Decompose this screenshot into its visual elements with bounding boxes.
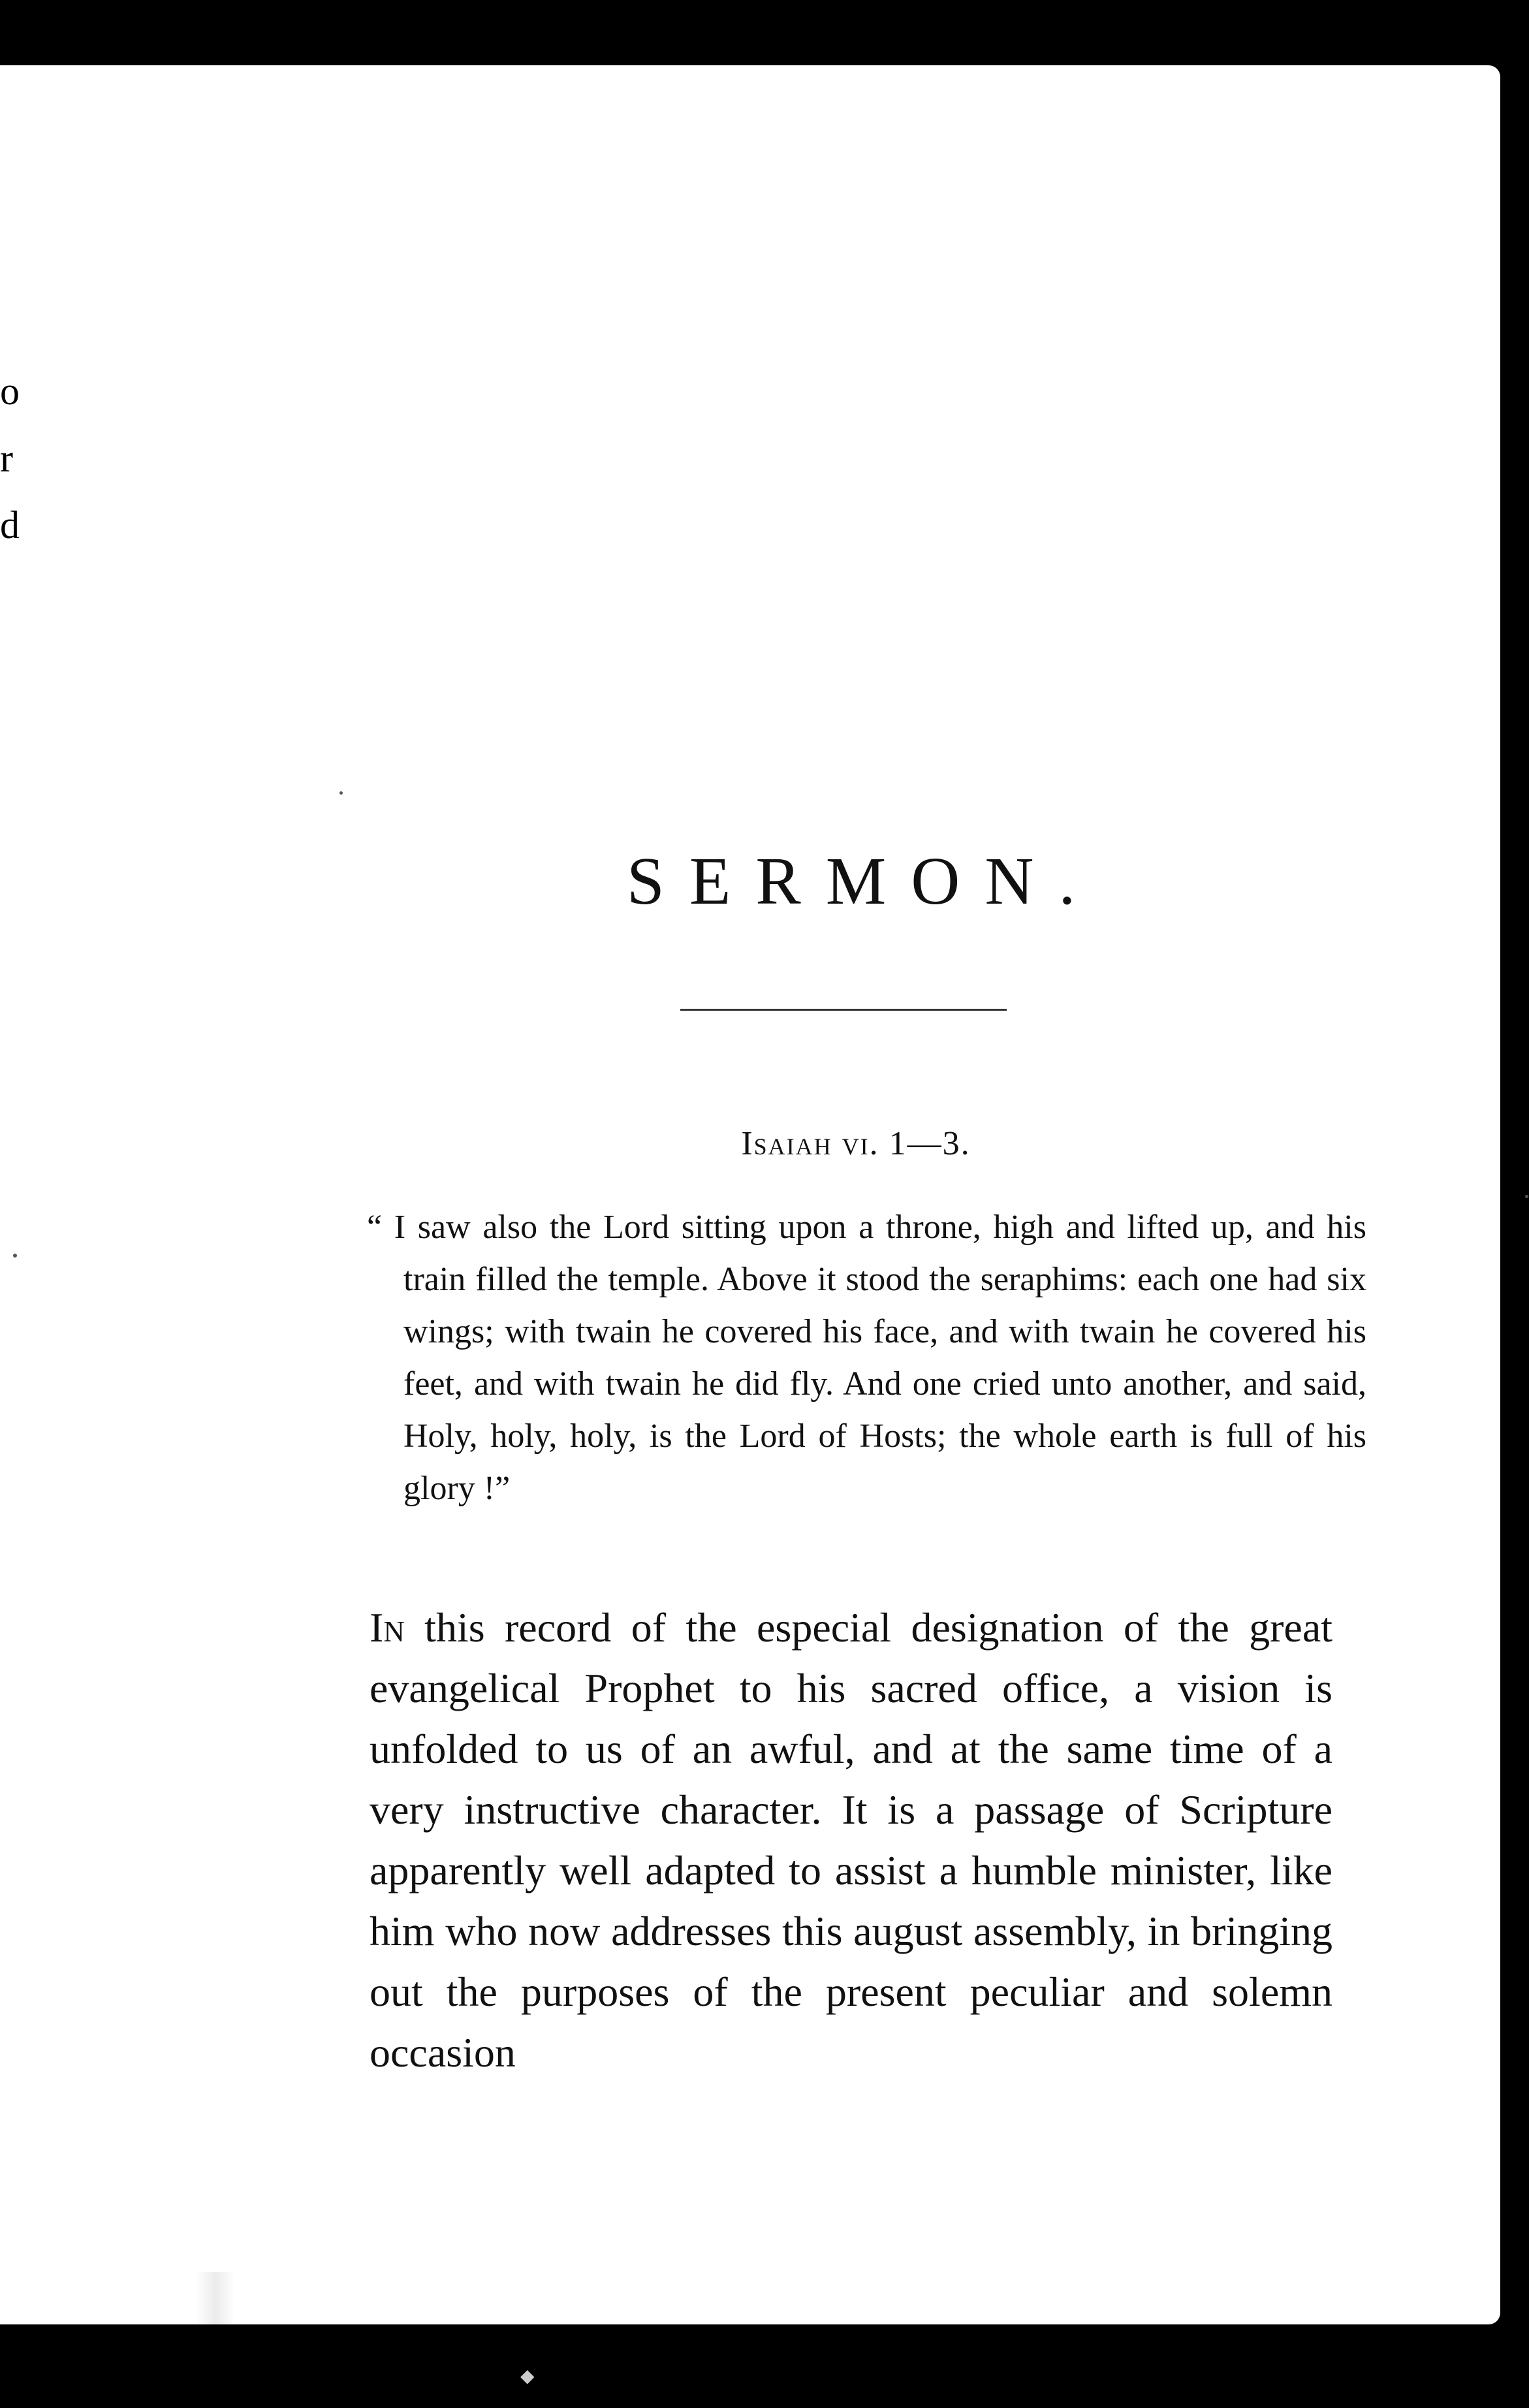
- opening-word: In: [370, 1604, 405, 1651]
- fragment-letter: o: [0, 370, 20, 413]
- paper-speck: [339, 791, 343, 795]
- scripture-quotation: “ I saw also the Lord sitting upon a throne, high and lifted up, and his train filled the temple. Above it stood the seraphims: each one had six wings; with twain he covered his face, and with twain he covered his feet, and with twain he did fly. And one cried unto another, and said, Holy, holy, holy, is the Lord of Hosts; the whole earth is full of his glory !”: [367, 1209, 1366, 1507]
- paper-speck: [1525, 1195, 1528, 1198]
- fragment-letter: d: [0, 503, 20, 547]
- paragraph-text: this record of the especial designation of the great evangelical Prophet to his sacred office, a vision is unfolded to us of an awful, and at the same time of a very instructive character. It is a passage of Scripture apparently well adapted to assist a humble minister, like him who now addresses this august assembly, in bringing out the purposes of the present peculiar and solemn occasion: [370, 1604, 1332, 2076]
- scan-artifact: ◆: [520, 2366, 535, 2386]
- reference-text: Isaiah vi. 1—3.: [741, 1125, 971, 1162]
- sermon-opening-paragraph: [370, 1597, 1332, 2083]
- page-fold-shadow: [196, 2272, 235, 2390]
- scripture-reference: [0, 1124, 1529, 1163]
- title-divider: [680, 1009, 1007, 1011]
- sermon-title: SERMON.: [627, 844, 1101, 919]
- paper-speck: [13, 1254, 17, 1258]
- fragment-letter: r: [0, 437, 13, 480]
